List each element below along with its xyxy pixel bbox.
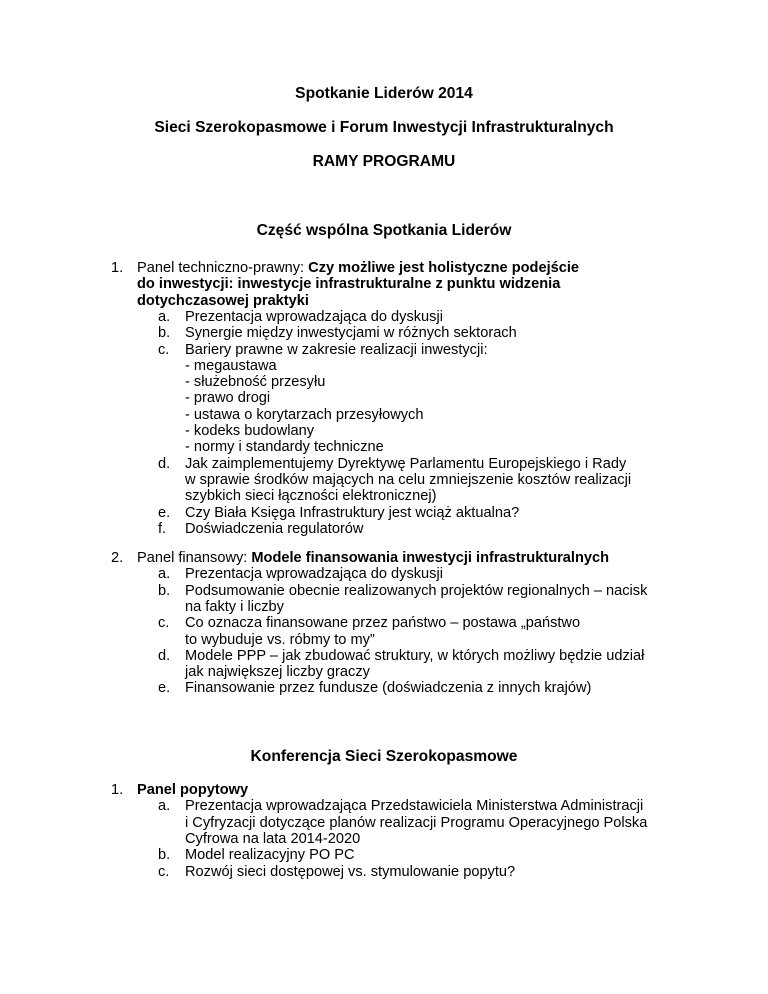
panel-topic: Modele finansowania inwestycji infrastrukturalnych bbox=[251, 550, 610, 566]
list-item: Prezentacja wprowadzająca do dyskusji bbox=[185, 308, 443, 325]
list-item: Prezentacja wprowadzająca do dyskusji bbox=[185, 566, 443, 583]
panel-prefix: Panel techniczno-prawny: bbox=[137, 260, 309, 276]
list-item-continued: szybkich sieci łączności elektronicznej) bbox=[185, 488, 437, 505]
list-item: Podsumowanie obecnie realizowanych projektów regionalnych – nacisk bbox=[185, 582, 648, 599]
list-item-continued: Cyfrowa na lata 2014-2020 bbox=[185, 830, 361, 847]
list-letter: d. bbox=[158, 647, 171, 664]
list-item-continued: jak największej liczby graczy bbox=[185, 664, 370, 681]
event-title: Spotkanie Liderów 2014 bbox=[295, 85, 473, 102]
list-item: Modele PPP – jak zbudować struktury, w których możliwy będzie udział bbox=[185, 647, 645, 664]
list-item-continued: to wybuduje vs. róbmy to my” bbox=[185, 631, 375, 648]
list-letter: a. bbox=[158, 798, 171, 815]
list-item: Synergie między inwestycjami w różnych sektorach bbox=[185, 325, 517, 342]
list-letter: a. bbox=[158, 308, 171, 325]
list-letter: c. bbox=[158, 341, 170, 358]
list-item: Model realizacyjny PO PC bbox=[185, 847, 355, 864]
list-item: Prezentacja wprowadzająca Przedstawiciela Ministerstwa Administracji bbox=[185, 798, 644, 815]
forum-title: Sieci Szerokopasmowe i Forum Inwestycji Infrastrukturalnych bbox=[154, 119, 614, 136]
list-item-continued: na fakty i liczby bbox=[185, 598, 284, 615]
bullet-ustawa-korytarze: - ustawa o korytarzach przesyłowych bbox=[185, 406, 424, 423]
list-item-continued: i Cyfryzacji dotyczące planów realizacji Programu Operacyjnego Polska bbox=[185, 814, 648, 831]
list-item: Doświadczenia regulatorów bbox=[185, 520, 364, 537]
list-letter: e. bbox=[158, 680, 171, 697]
section-heading-common: Część wspólna Spotkania Liderów bbox=[256, 222, 512, 239]
list-letter: f. bbox=[158, 520, 167, 537]
list-item: Bariery prawne w zakresie realizacji inwestycji: bbox=[185, 341, 488, 358]
list-number: 2. bbox=[111, 550, 124, 566]
list-letter: b. bbox=[158, 325, 171, 342]
bullet-sluzebnosc: - służebność przesyłu bbox=[185, 374, 326, 391]
list-letter: e. bbox=[158, 504, 171, 521]
list-item: Finansowanie przez fundusze (doświadczenia z innych krajów) bbox=[185, 680, 592, 697]
list-letter: a. bbox=[158, 566, 171, 583]
list-item: Co oznacza finansowane przez państwo – postawa „państwo bbox=[185, 615, 581, 632]
bullet-kodeks: - kodeks budowlany bbox=[185, 423, 314, 439]
list-number: 1. bbox=[111, 782, 124, 798]
list-letter: c. bbox=[158, 615, 170, 632]
list-item-continued: w sprawie środków mających na celu zmniejszenie kosztów realizacji bbox=[185, 471, 632, 488]
panel-heading bbox=[137, 550, 677, 566]
list-number: 1. bbox=[111, 260, 124, 276]
bullet-prawo-drogi: - prawo drogi bbox=[185, 390, 271, 407]
list-item: Czy Biała Księga Infrastruktury jest wciąż aktualna? bbox=[185, 504, 520, 521]
list-item: Rozwój sieci dostępowej vs. stymulowanie popytu? bbox=[185, 863, 516, 880]
list-item: Jak zaimplementujemy Dyrektywę Parlamentu Europejskiego i Rady bbox=[185, 455, 627, 472]
list-letter: d. bbox=[158, 455, 171, 472]
list-letter: b. bbox=[158, 582, 171, 599]
panel-topic-line2: do inwestycji: inwestycje infrastrukturalne z punktu widzenia bbox=[137, 276, 561, 293]
list-letter: b. bbox=[158, 847, 171, 864]
bullet-megaustawa: - megaustawa bbox=[185, 357, 277, 374]
list-letter: c. bbox=[158, 863, 170, 880]
panel-prefix: Panel finansowy: bbox=[137, 550, 252, 566]
section-heading-conference: Konferencja Sieci Szerokopasmowe bbox=[250, 748, 518, 765]
program-heading: RAMY PROGRAMU bbox=[312, 153, 456, 170]
panel-topic-line3: dotychczasowej praktyki bbox=[137, 292, 309, 309]
panel-topic: Panel popytowy bbox=[137, 782, 249, 798]
bullet-normy: - normy i standardy techniczne bbox=[185, 439, 384, 456]
panel-heading bbox=[137, 260, 677, 276]
panel-topic-line1: Czy możliwe jest holistyczne podejście bbox=[308, 260, 580, 276]
